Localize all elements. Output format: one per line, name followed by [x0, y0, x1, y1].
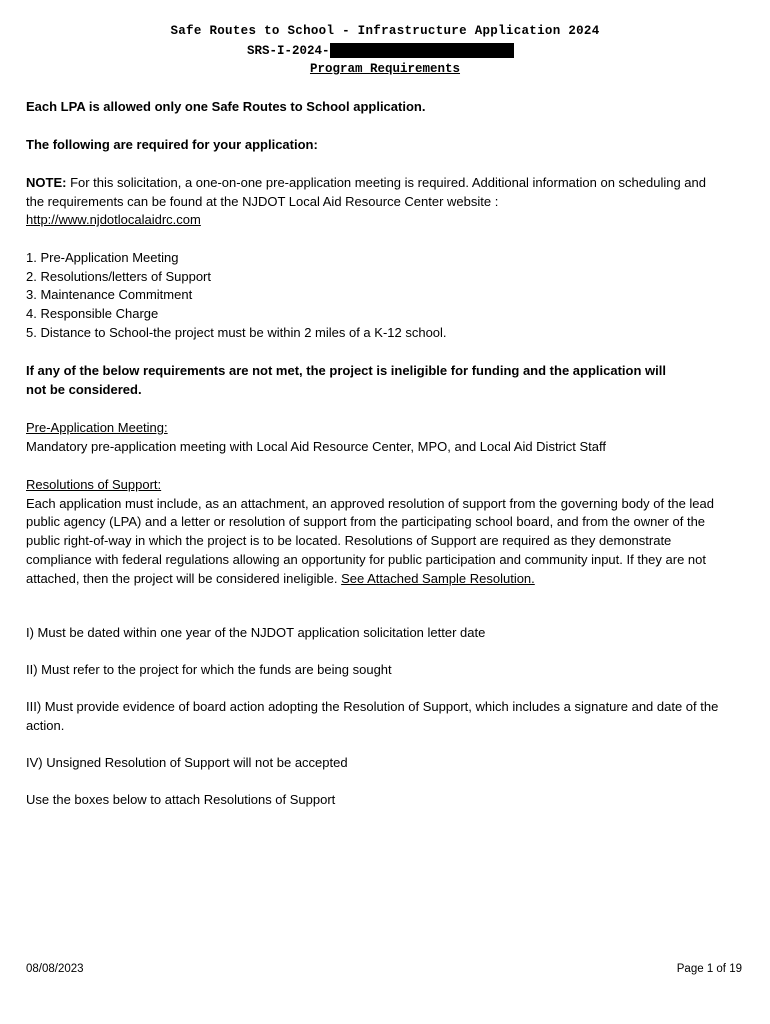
- pre-application-section: [26, 419, 726, 456]
- list-item: 2. Resolutions/letters of Support: [26, 268, 211, 284]
- application-id-prefix: SRS-I-2024-: [247, 43, 330, 58]
- resolutions-paragraph: [26, 495, 726, 589]
- document-title: Safe Routes to School - Infrastructure Application 2024: [170, 24, 600, 38]
- resolution-item-2: II) Must refer to the project for which the funds are being sought: [26, 662, 392, 677]
- resolutions-heading: Resolutions of Support:: [26, 477, 162, 492]
- sample-resolution-link[interactable]: See Attached Sample Resolution.: [341, 570, 535, 586]
- required-heading: The following are required for your application:: [26, 137, 318, 152]
- one-application-text: Each LPA is allowed only one Safe Routes to School application.: [26, 99, 426, 114]
- footer-page-number: Page 1 of 19: [676, 963, 742, 975]
- pre-application-text: Mandatory pre-application meeting with Local Aid Resource Center, MPO, and Local Aid District Staff: [26, 438, 606, 454]
- resolution-item-4: IV) Unsigned Resolution of Support will not be accepted: [26, 755, 348, 770]
- list-item: 4. Responsible Charge: [26, 306, 159, 322]
- ineligible-warning: If any of the below requirements are not met, the project is ineligible for funding and the application will not be considered.: [26, 363, 666, 397]
- redacted-id-block: [330, 43, 514, 58]
- list-item: 5. Distance to School-the project must be within 2 miles of a K-12 school.: [26, 324, 447, 340]
- note-label: NOTE:: [26, 175, 67, 190]
- pre-application-heading: Pre-Application Meeting:: [26, 420, 168, 435]
- application-id: [247, 43, 514, 58]
- section-title-row: [0, 62, 770, 76]
- resolutions-section: [26, 476, 726, 588]
- list-item: 1. Pre-Application Meeting: [26, 250, 179, 265]
- list-item: 3. Maintenance Commitment: [26, 287, 193, 303]
- note-paragraph: [26, 174, 726, 230]
- resolutions-text: Each application must include, as an attachment, an approved resolution of support from the governing body of the lead public agency (LPA) and a letter or resolution of support from the participating school board, and from the owner of the public right-of-way in which the project is to be located. Resolutions of Support are required as they demonstrate compliance with federal regulations allowing an opportunity for public participation and community input. If they are not attached, then the project will be considered ineligible.: [26, 495, 714, 586]
- resolution-item-1: I) Must be dated within one year of the NJDOT application solicitation letter date: [26, 625, 486, 640]
- resolution-item-3: III) Must provide evidence of board action adopting the Resolution of Support, which includes a signature and date of the action.: [26, 699, 719, 733]
- requirements-list: [26, 249, 726, 343]
- resource-center-link[interactable]: http://www.njdotlocalaidrc.com: [26, 212, 201, 228]
- footer-date: 08/08/2023: [26, 963, 84, 975]
- attach-instruction: Use the boxes below to attach Resolutions of Support: [26, 792, 336, 807]
- note-text: For this solicitation, a one-on-one pre-application meeting is required. Additional information on scheduling and the requirements can be found at the NJDOT Local Aid Resource Center website :: [26, 175, 706, 209]
- section-title: Program Requirements: [309, 62, 461, 76]
